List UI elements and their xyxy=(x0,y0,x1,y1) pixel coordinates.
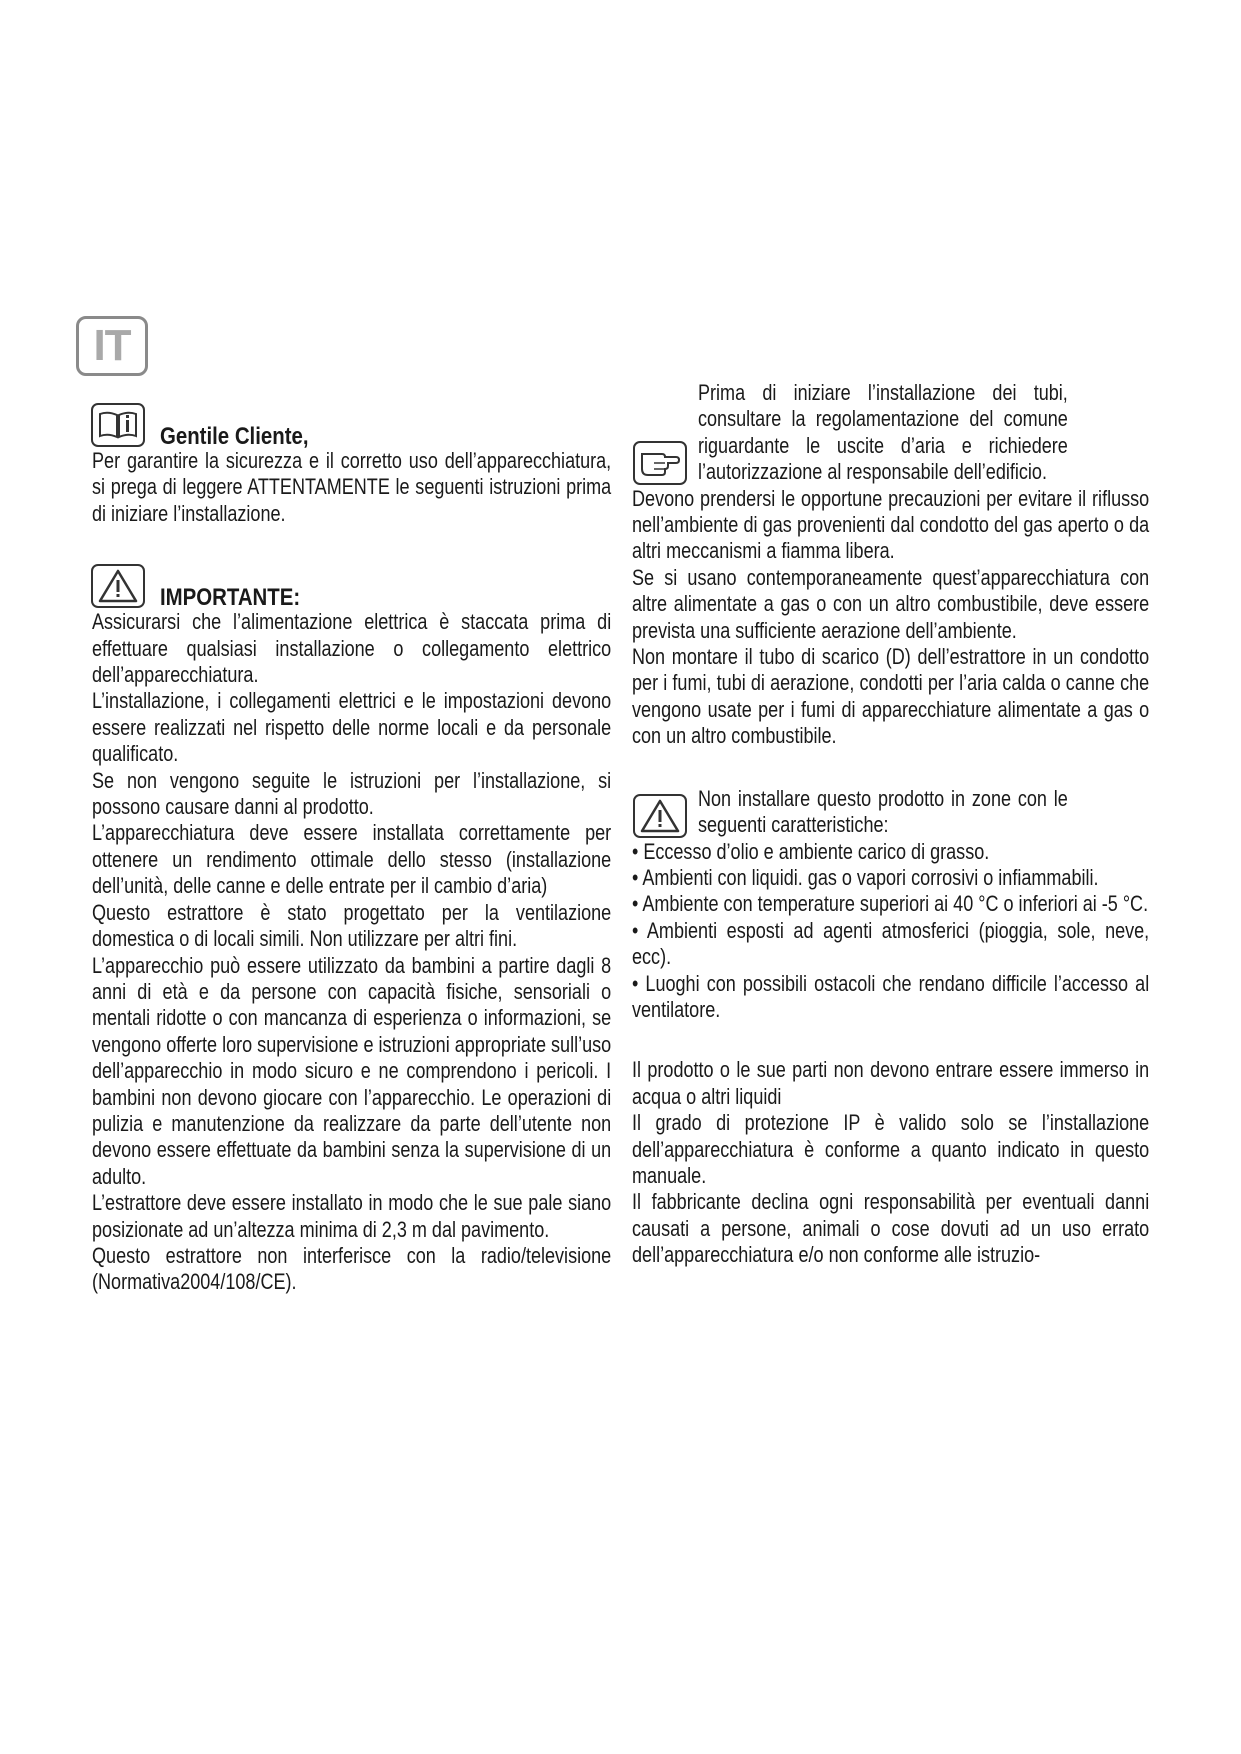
greeting-title: Gentile Cliente, xyxy=(160,422,309,450)
book-info-icon xyxy=(90,402,146,448)
warning-bullet: • Ambienti esposti ad agenti atmosferici (pioggia, sole, neve, ecc). xyxy=(632,917,1150,970)
important-paragraph: L’installazione, i collegamenti elettrici e le impostazioni devono essere realizzati nel rispetto delle norme locali e da personale qualificato. xyxy=(92,688,612,767)
important-paragraph: L’apparecchio può essere utilizzato da bambini a partire dagli 8 anni di età e da persone con capacità fisiche, sensoriali o mentali ridotte o con mancanza di esperienza o informazioni, se vengono offerte loro supervisione e istruzioni appropriate sull’uso dell’apparecchio in modo sicuro e ne comprendono i pericoli. I bambini non devono giocare con l’apparecchio. Le operazioni di pulizia e manutenzione da realizzare da parte dell’utente non devono essere effettuate da bambini senza la supervisione di un adulto. xyxy=(92,952,612,1189)
pointing-hand-icon xyxy=(632,440,688,486)
greeting-text: Per garantire la sicurezza e il corretto uso dell’apparecchiatura, si prega di leggere ATTENTAMENTE le seguenti istruzioni prima di iniziare l’installazione. xyxy=(92,448,612,526)
warning-triangle-icon xyxy=(90,563,146,609)
warning-bullet: • Eccesso d’olio e ambiente carico di grasso. xyxy=(632,838,990,864)
warning-bullet: • Ambienti con liquidi. gas o vapori corrosivi o infiammabili. xyxy=(632,864,1099,890)
greeting-section xyxy=(92,402,611,527)
final-section xyxy=(632,1057,1149,1268)
note-paragraph: Se si usano contemporaneamente quest’apparecchiatura con altre alimentate a gas o con un altro combustibile, deve essere prevista una sufficiente aerazione dell’ambiente. xyxy=(632,564,1150,643)
important-paragraph: Se non vengono seguite le istruzioni per l’installazione, si possono causare danni al prodotto. xyxy=(92,767,612,820)
warning-section xyxy=(632,786,1149,1024)
important-title: IMPORTANTE: xyxy=(160,583,301,611)
warning-intro: Non installare questo prodotto in zone con le seguenti caratteristiche: xyxy=(698,785,1068,838)
final-paragraph: Il prodotto o le sue parti non devono entrare essere immerso in acqua o altri liquidi xyxy=(632,1057,1150,1109)
language-badge: IT xyxy=(76,316,148,376)
note-section xyxy=(632,380,1149,750)
important-section xyxy=(92,563,611,1296)
note-paragraph: Devono prendersi le opportune precauzioni per evitare il riflusso nell’ambiente di gas provenienti dal condotto del gas aperto o da altri meccanismi a fiamma libera. xyxy=(632,485,1150,564)
important-paragraph: Questo estrattore non interferisce con la radio/televisione (Normativa2004/108/CE). xyxy=(92,1242,612,1295)
left-column xyxy=(92,402,611,1330)
important-paragraph: L’apparecchiatura deve essere installata correttamente per ottenere un rendimento ottimale dello stesso (installazione dell’unità, delle canne e delle entrate per il cambio d’aria) xyxy=(92,820,612,899)
important-paragraph: L’estrattore deve essere installato in modo che le sue pale siano posizionate ad un’altezza minima di 2,3 m dal pavimento. xyxy=(92,1190,612,1242)
note-paragraph: Prima di iniziare l’installazione dei tubi, consultare la regolamentazione del comune riguardante le uscite d’aria e richiedere l’autorizzazione al responsabile dell’edificio. xyxy=(698,380,1068,485)
final-paragraph: Il grado di protezione IP è valido solo se l’installazione dell’apparecchiatura è conforme a quanto indicato in questo manuale. xyxy=(632,1110,1150,1188)
note-paragraph: Non montare il tubo di scarico (D) dell’estrattore in un condotto per i fumi, tubi di aerazione, condotti per l’aria calda o canne che vengono usate per i fumi di apparecchiature alimentate a gas o con un altro combustibile. xyxy=(632,644,1150,749)
final-paragraph: Il fabbricante declina ogni responsabilità per eventuali danni causati a persone, animali o cose dovuti ad un uso errato dell’apparecchiatura e/o non conforme alle istruzio- xyxy=(632,1189,1150,1268)
warning-bullet: • Luoghi con possibili ostacoli che rendano difficile l’accesso al ventilatore. xyxy=(632,970,1150,1022)
warning-bullet: • Ambiente con temperature superiori ai 40 °C o inferiori ai -5 °C. xyxy=(632,891,1149,917)
important-paragraph: Questo estrattore è stato progettato per la ventilazione domestica o di locali simili. Non utilizzare per altri fini. xyxy=(92,899,612,952)
warning-triangle-icon xyxy=(632,793,688,839)
important-paragraph: Assicurarsi che l’alimentazione elettrica è staccata prima di effettuare qualsiasi installazione o collegamento elettrico dell’apparecchiatura. xyxy=(92,609,612,688)
right-column xyxy=(632,380,1149,1303)
